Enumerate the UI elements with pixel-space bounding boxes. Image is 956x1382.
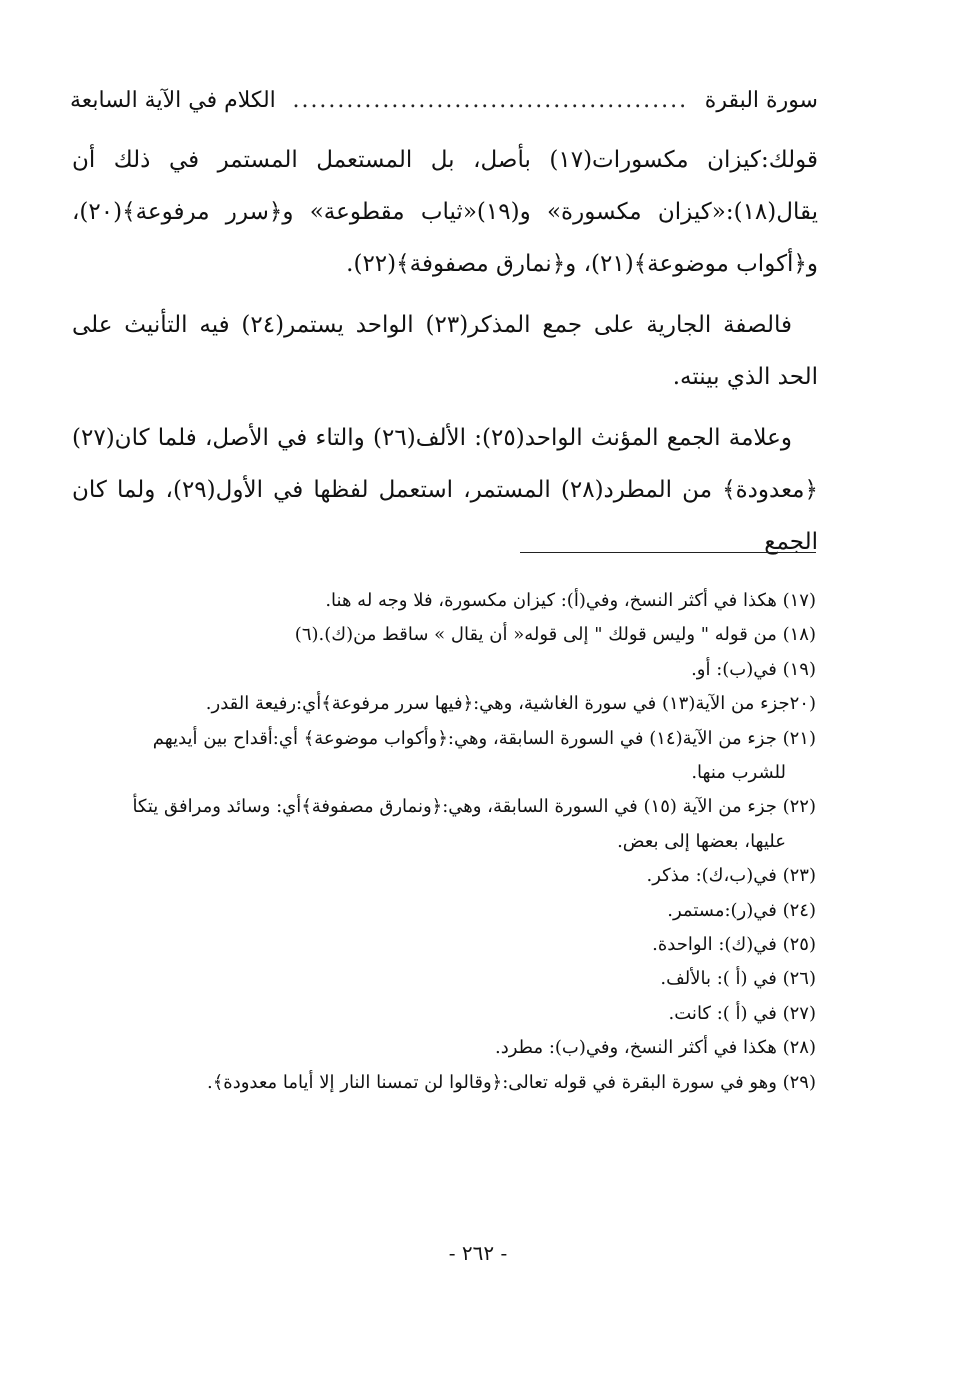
paragraph: فالصفة الجارية على جمع المذكر(٢٣) الواحد يستمر(٢٤) فيه التأنيث على الحد الذي بينته. xyxy=(72,312,818,390)
running-header xyxy=(70,86,818,116)
footnote-21-continuation: للشرب منها. xyxy=(691,762,786,784)
footnote-separator xyxy=(520,552,816,553)
footnote-21: (٢١) جزء من الآية(١٤) في السورة السابقة، وهي:﴿وأكواب موضوعة﴾ أي:أقداح بين أيديهم xyxy=(152,727,816,749)
header-dot-leader: ............................................ xyxy=(292,88,689,113)
footnote-17: (١٧) هكذا في أكثر النسخ، وفي(أ): كيزان مكسورة، فلا وجه له هنا. xyxy=(325,590,816,611)
footnote-24: (٢٤) في(ر):مستمر. xyxy=(667,899,816,921)
paragraph: وعلامة الجمع المؤنث الواحد(٢٥): الألف(٢٦) والتاء في الأصل، فلما كان(٢٧) ﴿معدودة﴾ من المطرد(٢٨) المستمر، استعمل لفظها في الأول(٢٩)، ولما كان الجمع xyxy=(72,425,818,555)
chapter-title: الكلام في الآية السابعة xyxy=(70,88,276,113)
footnote-28: (٢٨) هكذا في أكثر النسخ، وفي(ب): مطرد. xyxy=(495,1037,816,1059)
footnote-23: (٢٣) في(ب،ك): مذكر. xyxy=(646,865,816,887)
footnote-22: (٢٢) جزء من الآية (١٥) في السورة السابقة، وهي:﴿ونمارق مصفوفة﴾أي: وسائد ومرافق يتكأ xyxy=(132,796,816,818)
footnote-26: (٢٦) في (أ ): بالألف. xyxy=(660,968,816,990)
paragraph: قولك:كيزان مكسورات(١٧) بأصل، بل المستعمل المستمر في ذلك أن يقال(١٨):«كيزان مكسورة» و(١٩)«ثياب مقطوعة» و﴿سرر مرفوعة﴾(٢٠)، و﴿أكواب موضوعة﴾(٢١)، و﴿نمارق مصفوفة﴾(٢٢). xyxy=(72,147,819,277)
footnote-25: (٢٥) في(ك): الواحدة. xyxy=(652,934,816,956)
surah-title: سورة البقرة xyxy=(704,88,818,113)
footnote-20: (٢٠جزء من الآية(١٣) في سورة الغاشية، وهي:﴿فيها سرر مرفوعة﴾أي:رفيعة القدر. xyxy=(205,693,816,715)
main-text xyxy=(72,134,818,577)
footnote-18: (١٨) من قوله " وليس قولك " إلى قوله« أن يقال » ساقط من(ك).(٦) xyxy=(294,624,816,646)
footnote-27: (٢٧) في (أ ): كانت. xyxy=(668,1002,816,1024)
footnote-29: (٢٩) وهو في سورة البقرة في قوله تعالى:﴿وقالوا لن تمسنا النار إلا أياما معدودة﴾. xyxy=(207,1071,816,1093)
page-number: - ٢٦٢ - xyxy=(448,1241,508,1265)
footnotes xyxy=(60,584,816,1100)
footnote-19: (١٩) في(ب): أو. xyxy=(691,658,816,680)
footnote-22-continuation: عليها، بعضها إلى بعض. xyxy=(617,830,786,852)
